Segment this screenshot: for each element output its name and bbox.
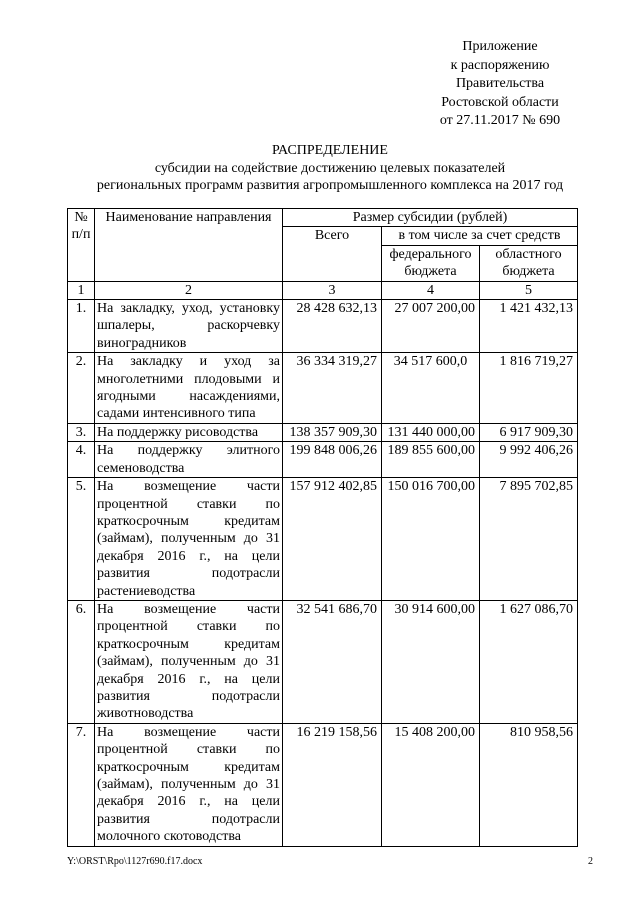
table-row [68,478,578,601]
row-regional: 7 895 702,85 [480,478,578,601]
table-row [68,300,578,353]
document-title [60,142,600,195]
row-regional: 810 958,56 [480,723,578,846]
appendix-line: Приложение [462,39,538,54]
row-name: На возмещение части процентной ставки по краткосрочным кредитам (займам), полученным до 31 декабря 2016 г., на цели развития подотрасли растениеводства [95,478,283,601]
table-row [68,353,578,424]
footer-file-path: Y:\ORST\Rpo\1127r690.f17.docx [67,856,203,867]
row-name: На возмещение части процентной ставки по краткосрочным кредитам (займам), полученным до 31 декабря 2016 г., на цели развития подотрасли животноводства [95,600,283,723]
row-name: На поддержку элитного семеноводства [95,442,283,478]
table-row [68,600,578,723]
row-regional: 1 627 086,70 [480,600,578,723]
appendix-line: Правительства [455,76,545,92]
row-name: На поддержку рисоводства [95,423,283,441]
appendix-line: к распоряжению [450,57,550,73]
row-name: На закладку и уход за многолетними плодовыми и ягодными насаждениями, садами интенсивного типа [95,353,283,424]
row-num: 3. [68,423,95,441]
title-heading: РАСПРЕДЕЛЕНИЕ [272,143,388,158]
column-number: 3 [283,281,382,299]
appendix-block [430,38,570,131]
row-total: 32 541 686,70 [283,600,382,723]
row-name: На закладку, уход, установку шпалеры, раскорчевку виноградников [95,300,283,353]
header-size: Размер субсидии (рублей) [283,209,578,227]
row-total: 138 357 909,30 [283,423,382,441]
header-including: в том числе за счет средств [382,227,578,245]
header-total: Всего [283,227,382,281]
row-num: 1. [68,300,95,353]
table-header-row [68,209,578,227]
row-num: 6. [68,600,95,723]
row-num: 5. [68,478,95,601]
subsidy-table [67,208,578,847]
title-subtitle: региональных программ развития агропромышленного комплекса на 2017 год [96,178,564,193]
row-federal: 15 408 200,00 [382,723,480,846]
table-row [68,723,578,846]
column-number-row [68,281,578,299]
row-total: 36 334 319,27 [283,353,382,424]
row-federal: 34 517 600,0 [382,353,480,424]
row-federal: 30 914 600,00 [382,600,480,723]
row-regional: 9 992 406,26 [480,442,578,478]
row-name: На возмещение части процентной ставки по краткосрочным кредитам (займам), полученным до 31 декабря 2016 г., на цели развития подотрасли молочного скотоводства [95,723,283,846]
header-regional: областного бюджета [480,245,578,281]
title-subtitle: субсидии на содействие достижению целевых показателей [154,160,506,176]
row-federal: 150 016 700,00 [382,478,480,601]
row-total: 199 848 006,26 [283,442,382,478]
row-regional: 6 917 909,30 [480,423,578,441]
column-number: 2 [95,281,283,299]
footer-page-number: 2 [588,856,593,867]
row-federal: 189 855 600,00 [382,442,480,478]
table-row [68,423,578,441]
row-total: 28 428 632,13 [283,300,382,353]
table-row [68,442,578,478]
row-regional: 1 421 432,13 [480,300,578,353]
column-number: 4 [382,281,480,299]
appendix-line: от 27.11.2017 № 690 [439,113,561,129]
row-total: 16 219 158,56 [283,723,382,846]
row-regional: 1 816 719,27 [480,353,578,424]
column-number: 5 [480,281,578,299]
row-total: 157 912 402,85 [283,478,382,601]
header-federal: федерального бюджета [382,245,480,281]
header-num: № п/п [68,209,95,282]
row-num: 2. [68,353,95,424]
row-federal: 27 007 200,00 [382,300,480,353]
row-num: 7. [68,723,95,846]
appendix-line: Ростовской области [441,94,559,110]
column-number: 1 [68,281,95,299]
row-num: 4. [68,442,95,478]
row-federal: 131 440 000,00 [382,423,480,441]
header-name: Наименование направления [95,209,283,282]
